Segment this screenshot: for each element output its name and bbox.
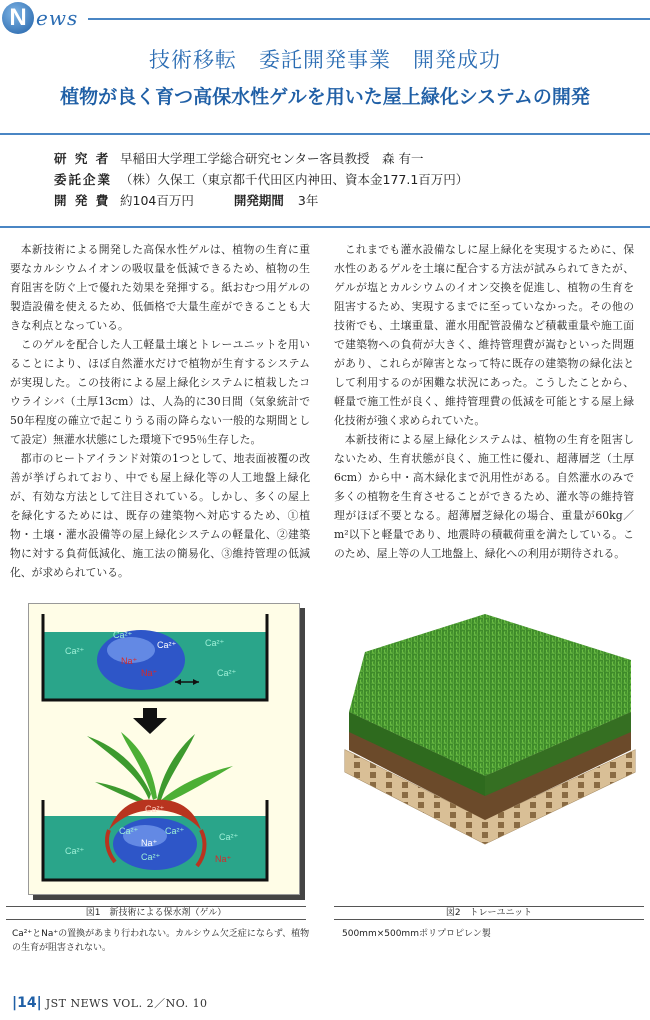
company-label: 委託企業 — [54, 172, 113, 187]
info-researcher — [54, 148, 468, 169]
ion-ca-label: Ca²⁺ — [65, 646, 85, 656]
down-arrow-stem — [143, 708, 157, 718]
down-arrow-icon — [133, 718, 167, 734]
gel-diagram-svg — [29, 604, 301, 896]
category-title: 技術移転 委託開発事業 開発成功 — [149, 48, 501, 72]
researcher-label: 研 究 者 — [54, 151, 111, 166]
ion-ca-label: Ca²⁺ — [217, 668, 237, 678]
header-rule — [88, 18, 650, 20]
project-info — [54, 148, 468, 211]
ion-na-label: Na⁺ — [141, 668, 158, 678]
article-title: 植物が良く育つ高保水性ゲルを用いた屋上緑化システムの開発 — [60, 86, 590, 108]
period-value: 3年 — [297, 193, 319, 208]
figure-tray-unit — [335, 600, 645, 895]
figure2-note: 500mm×500mmポリプロピレン製 — [342, 929, 491, 939]
news-logo-circle: N — [2, 2, 34, 34]
cost-label: 開 発 費 — [54, 193, 111, 208]
ion-ca-label: Ca²⁺ — [145, 804, 165, 814]
ion-ca-label: Ca²⁺ — [157, 640, 177, 650]
page-header — [0, 0, 650, 40]
ion-ca-label: Ca²⁺ — [65, 846, 85, 856]
body-paragraph: 本新技術による開発した高保水性ゲルは、植物の生育に重要なカルシウムイオンの吸収量を低減できるため、植物の生育阻害を防ぐ上で優れた効果を発揮する。紙おむつ用ゲルの製造設備を使えるため、低価格で大量生産ができることも大きな利点となっている。 — [10, 243, 310, 332]
body-paragraph: 都市のヒートアイランド対策の1つとして、地表面被覆の改善が挙げられており、中でも屋上緑化等の人工地盤上緑化が、有効な方法として注目されている。しかし、多くの屋上を緑化するためには、既存の建築物へ対応するため、①植物・土壌・灌水設備等の屋上緑化システムの軽量化、②建築物に対する負荷低減化、施工法の簡易化、③維持管理の低減化、が求められている。 — [10, 452, 310, 579]
period-label: 開発期間 — [233, 193, 284, 208]
ion-ca-label: Ca²⁺ — [219, 832, 239, 842]
researcher-value: 早稲田大学理工学総合研究センター客員教授 森 有一 — [120, 151, 424, 166]
info-rule-bottom — [0, 226, 650, 228]
ion-ca-label: Ca²⁺ — [119, 826, 139, 836]
cost-value: 約104百万円 — [120, 193, 194, 208]
body-column-right — [334, 240, 634, 563]
ion-ca-label: Ca²⁺ — [141, 852, 161, 862]
ion-na-label: Na⁺ — [121, 656, 138, 666]
body-paragraph: このゲルを配合した人工軽量土壌とトレーユニットを用いることにより、ほぼ自然灌水だけで植物が生育するシステムが実現した。この技術による屋上緑化システムに植栽したコウライシバ（土厚13cm）は、人為的に30日間（気象統計で50年程度の確立で起こりうる雨の降らない一般的な期間として設定）無灌水状態にした環境下で95％生存した。 — [10, 338, 310, 446]
body-paragraph: 本新技術による屋上緑化システムは、植物の生育を阻害しないため、生育状態が良く、施工性に優れ、超薄層芝（土厚6cm）から中・高木緑化まで汎用性がある。自然灌水のみで多くの植物を生育させることができるため、灌水等の維持管理がほぼ不要となる。超薄層芝緑化の場合、重量が60kg／m²以下と軽量であり、地震時の積載荷重を満たしている。このため、屋上等の人工地盤上、緑化への利用が期待される。 — [334, 433, 634, 560]
ion-na-label: Na⁺ — [141, 838, 158, 848]
info-cost — [54, 190, 468, 211]
page-number: 14 — [17, 995, 37, 1011]
body-column-left — [10, 240, 310, 582]
figure-gel-diagram — [28, 603, 300, 895]
page-footer: |14| JST NEWS VOL. 2／NO. 10 — [12, 995, 208, 1011]
title-rule-top — [0, 133, 650, 135]
info-company — [54, 169, 468, 190]
tray-unit-svg — [335, 600, 645, 895]
ion-ca-label: Ca²⁺ — [113, 630, 133, 640]
body-paragraph: これまでも灌水設備なしに屋上緑化を実現するために、保水性のあるゲルを土壌に配合する方法が試みられてきたが、ゲルが塩とカルシウムのイオン交換を促進し、植物の生育を阻害するため、実現するまでに至っていなかった。その他の技術でも、土壌重量、灌水用配管設備など積載重量や施工面で建築物への負荷が大きく、維持管理費が嵩むといった問題があり、これらが障害となって特に既存の建築物の緑化法として利用するのが困難な状況にあった。こうしたことから、軽量で施工性が良く、維持管理費の低減を可能とする屋上緑化技術が強く求められていた。 — [334, 243, 634, 427]
title-block — [0, 44, 650, 109]
ion-na-label: Na⁺ — [215, 854, 232, 864]
company-value: （株）久保工（東京都千代田区内神田、資本金177.1百万円） — [120, 172, 469, 187]
ion-ca-label: Ca²⁺ — [165, 826, 185, 836]
figure2-caption: 図2 トレーユニット — [334, 906, 644, 920]
ion-ca-label: Ca²⁺ — [205, 638, 225, 648]
figure1-caption: 図1 新技術による保水剤（ゲル） — [6, 906, 306, 920]
news-logo-text: ews — [36, 6, 79, 30]
figure1-note: Ca²⁺とNa⁺の置換があまり行われない。カルシウム欠乏症にならず、植物の生育が阻害されない。 — [12, 929, 310, 953]
journal-name: JST NEWS VOL. 2／NO. 10 — [45, 997, 208, 1010]
